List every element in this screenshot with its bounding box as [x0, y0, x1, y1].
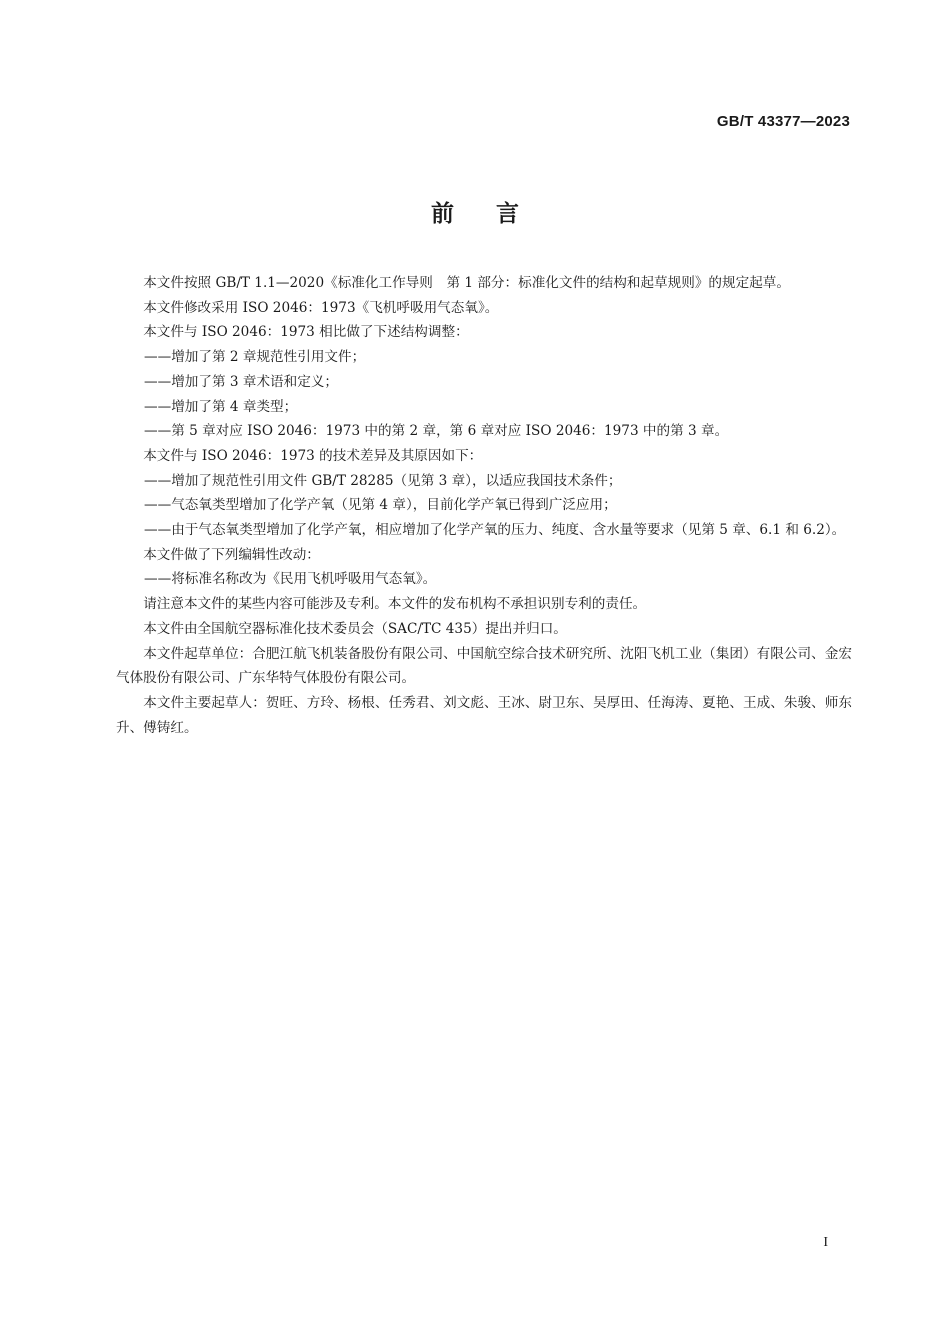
paragraph-drafters: 本文件主要起草人：贺旺、方玲、杨根、任秀君、刘文彪、王冰、尉卫东、吴厚田、任海涛、夏艳、王成、朱骏、师东升、傅铸红。 — [116, 694, 852, 736]
list-item: ——增加了第 3 章术语和定义； — [144, 373, 339, 390]
document-body — [116, 271, 852, 740]
list-item: ——增加了第 4 章类型； — [144, 398, 298, 415]
list-item: ——由于气态氧类型增加了化学产氧，相应增加了化学产氧的压力、纯度、含水量等要求（见第 5 章、6.1 和 6.2）。 — [144, 522, 846, 539]
paragraph-drafting-units: 本文件起草单位：合肥江航飞机装备股份有限公司、中国航空综合技术研究所、沈阳飞机工业（集团）有限公司、金宏气体股份有限公司、广东华特气体股份有限公司。 — [116, 645, 852, 687]
document-code: GB/T 43377—2023 — [716, 113, 850, 130]
paragraph-proposer: 本文件由全国航空器标准化技术委员会（SAC/TC 435）提出并归口。 — [143, 620, 567, 637]
paragraph-adoption: 本文件修改采用 ISO 2046：1973《飞机呼吸用气态氧》。 — [143, 299, 499, 316]
paragraph-patent-notice: 请注意本文件的某些内容可能涉及专利。本文件的发布机构不承担识别专利的责任。 — [143, 596, 647, 613]
list-item: ——将标准名称改为《民用飞机呼吸用气态氧》。 — [144, 571, 437, 588]
paragraph-structure-changes: 本文件与 ISO 2046：1973 相比做了下述结构调整： — [143, 324, 469, 341]
list-item: ——气态氧类型增加了化学产氧（见第 4 章），目前化学产氧已得到广泛应用； — [144, 497, 617, 514]
list-item: ——增加了规范性引用文件 GB/T 28285（见第 3 章），以适应我国技术条件； — [144, 472, 622, 489]
page-title: 前言 — [431, 201, 561, 227]
paragraph-editorial-changes: 本文件做了下列编辑性改动： — [143, 546, 320, 563]
list-item: ——第 5 章对应 ISO 2046：1973 中的第 2 章，第 6 章对应 ISO 2046：1973 中的第 3 章。 — [144, 423, 729, 440]
list-item: ——增加了第 2 章规范性引用文件； — [144, 349, 366, 366]
paragraph-drafting-rules: 本文件按照 GB/T 1.1—2020《标准化工作导则 第 1 部分：标准化文件的结构和起草规则》的规定起草。 — [143, 275, 790, 291]
paragraph-technical-differences: 本文件与 ISO 2046：1973 的技术差异及其原因如下： — [143, 447, 483, 464]
page-number: I — [823, 1235, 828, 1250]
